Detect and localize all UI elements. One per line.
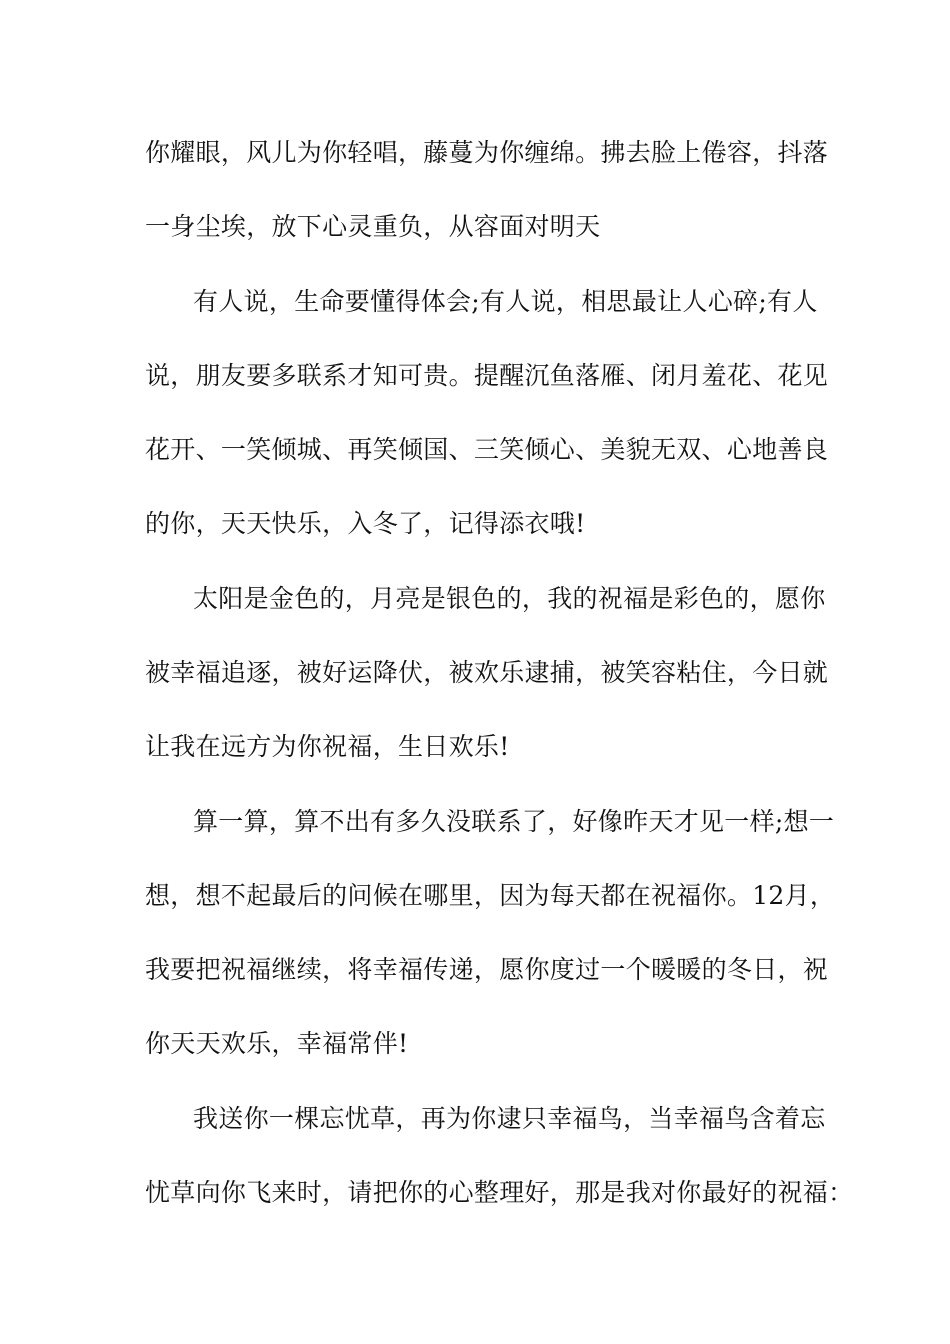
text-line: 你耀眼，风儿为你轻唱，藤蔓为你缠绵。拂去脸上倦容，抖落 — [145, 138, 829, 167]
paragraph-start-line: 算一算，算不出有多久没联系了，好像昨天才见一样;想一 — [193, 807, 835, 836]
text-line: 的你，天天快乐，入冬了，记得添衣哦! — [145, 509, 586, 538]
text-line: 你天天欢乐，幸福常伴! — [145, 1029, 409, 1058]
paragraph-start-line: 我送你一棵忘忧草，再为你逮只幸福鸟，当幸福鸟含着忘 — [193, 1104, 826, 1133]
text-line: 一身尘埃，放下心灵重负，从容面对明天 — [145, 212, 601, 241]
text-line: 让我在远方为你祝福，生日欢乐! — [145, 732, 510, 761]
text-line: 我要把祝福继续，将幸福传递，愿你度过一个暖暖的冬日，祝 — [145, 955, 829, 984]
paragraph-start-line: 有人说，生命要懂得体会;有人说，相思最让人心碎;有人 — [193, 287, 818, 316]
text-line: 被幸福追逐，被好运降伏，被欢乐逮捕，被笑容粘住，今日就 — [145, 658, 829, 687]
text-line: 忧草向你飞来时，请把你的心整理好，那是我对你最好的祝福： — [145, 1178, 854, 1207]
text-line: 想，想不起最后的问候在哪里，因为每天都在祝福你。12月， — [145, 881, 836, 910]
text-line: 花开、一笑倾城、再笑倾国、三笑倾心、美貌无双、心地善良 — [145, 435, 829, 464]
paragraph-start-line: 太阳是金色的，月亮是银色的，我的祝福是彩色的，愿你 — [193, 584, 826, 613]
text-line: 说，朋友要多联系才知可贵。提醒沉鱼落雁、闭月羞花、花见 — [145, 361, 829, 390]
